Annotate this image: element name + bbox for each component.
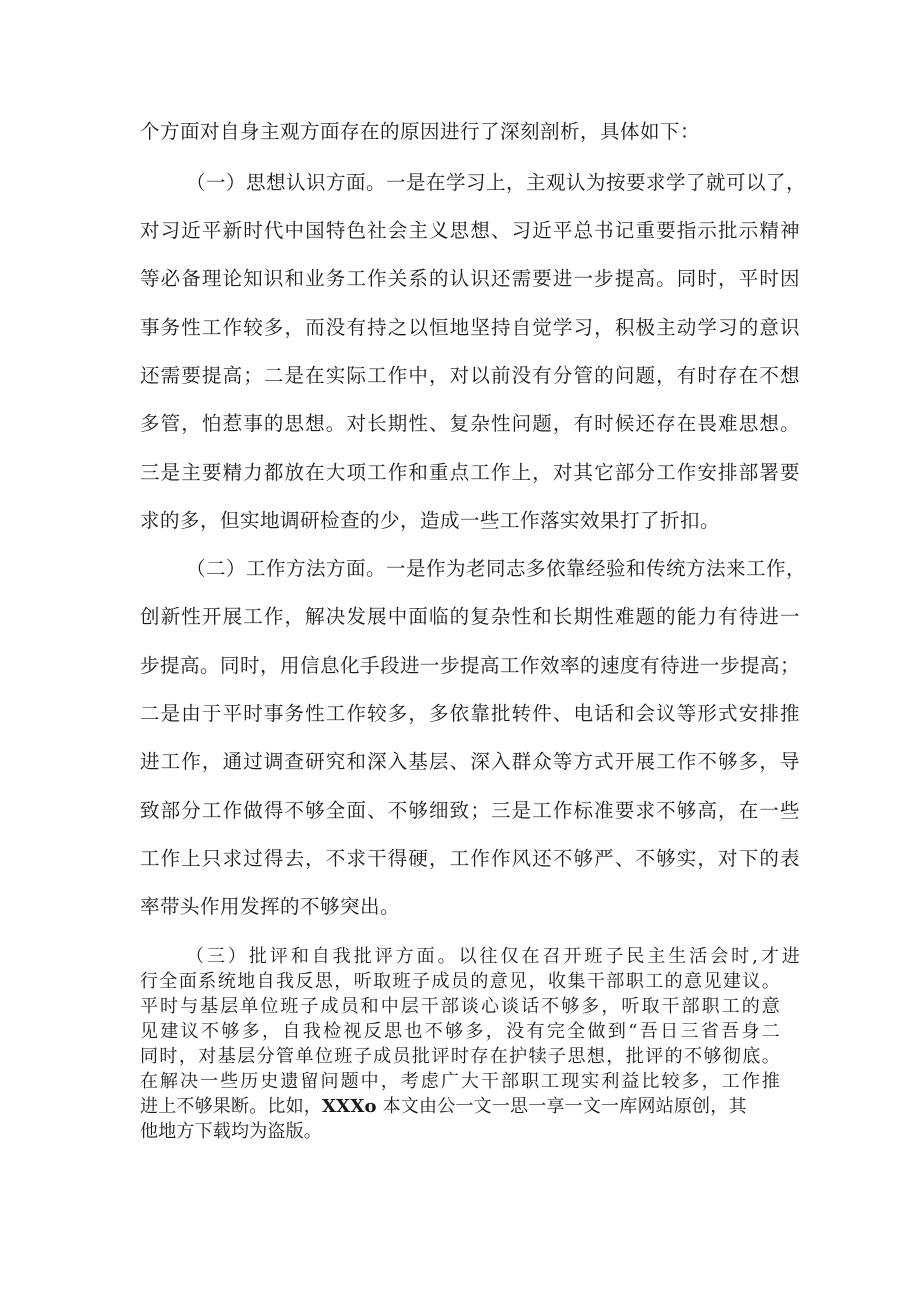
paragraph-line: 事务性工作较多，而没有持之以恒地坚持自觉学习，积极主动学习的意识 [140, 316, 800, 339]
paragraph-line: （二）工作方法方面。一是作为老同志多依靠经验和传统方法来工作， [186, 557, 807, 580]
paragraph-line: 等必备理论知识和业务工作关系的认识还需要进一步提高。同时，平时因 [140, 267, 800, 290]
paragraph-line: 三是主要精力都放在大项工作和重点工作上，对其它部分工作安排部署要 [140, 461, 800, 484]
paragraph-line: 还需要提高；二是在实际工作中，对以前没有分管的问题，有时存在不想 [140, 364, 800, 387]
paragraph-line: 他地方下载均为盗版。 [140, 1121, 322, 1142]
paragraph-line: 多管，怕惹事的思想。对长期性、复杂性问题，有时候还存在畏难思想。 [140, 412, 800, 435]
paragraph-line: 个方面对自身主观方面存在的原因进行了深刻剖析，具体如下： [140, 120, 701, 143]
paragraph-line: 求的多，但实地调研检查的少，造成一些工作落实效果打了折扣。 [140, 509, 721, 532]
paragraph-line: 行全面系统地自我反思，听取班子成员的意见，收集干部职工的意见建议。 [140, 971, 780, 992]
paragraph-line: 致部分工作做得不够全面、不够细致；三是工作标准要求不够高，在一些 [140, 799, 800, 822]
paragraph-line: 工作上只求过得去，不求干得硬，工作作风还不够严、不够实，对下的表 [140, 847, 800, 870]
paragraph-line: 同时，对基层分管单位班子成员批评时存在护犊子思想，批评的不够彻底。 [140, 1046, 780, 1067]
redacted-name: XXXo [322, 1096, 377, 1117]
watermark-text: 本文由公一文一思一享一文一库网站原创，其 [382, 1096, 747, 1117]
paragraph-line: 二是由于平时事务性工作较多，多依靠批转件、电话和会议等形式安排推 [140, 702, 800, 725]
paragraph-line: （三）批评和自我批评方面。以往仅在召开班子民主生活会时,才进 [186, 946, 800, 967]
paragraph-line [140, 1096, 800, 1118]
paragraph-line: 创新性开展工作，解决发展中面临的复杂性和长期性难题的能力有待进一 [140, 605, 800, 628]
paragraph-text: 进上不够果断。比如， [140, 1096, 322, 1117]
paragraph-line: 步提高。同时，用信息化手段进一步提高工作效率的速度有待进一步提高； [140, 654, 801, 677]
paragraph-line: 在解决一些历史遗留问题中，考虑广大干部职工现实利益比较多，工作推 [140, 1071, 780, 1092]
paragraph-line: 对习近平新时代中国特色社会主义思想、习近平总书记重要指示批示精神 [140, 219, 800, 242]
paragraph-line: 率带头作用发挥的不够突出。 [140, 895, 401, 918]
paragraph-line: 进工作，通过调查研究和深入基层、深入群众等方式开展工作不够多，导 [140, 750, 800, 773]
paragraph-line: （一）思想认识方面。一是在学习上，主观认为按要求学了就可以了， [186, 171, 807, 194]
paragraph-line: 见建议不够多，自我检视反思也不够多，没有完全做到“吾日三省吾身二 [140, 1021, 780, 1042]
paragraph-line: 平时与基层单位班子成员和中层干部谈心谈话不够多，听取干部职工的意 [140, 996, 780, 1017]
